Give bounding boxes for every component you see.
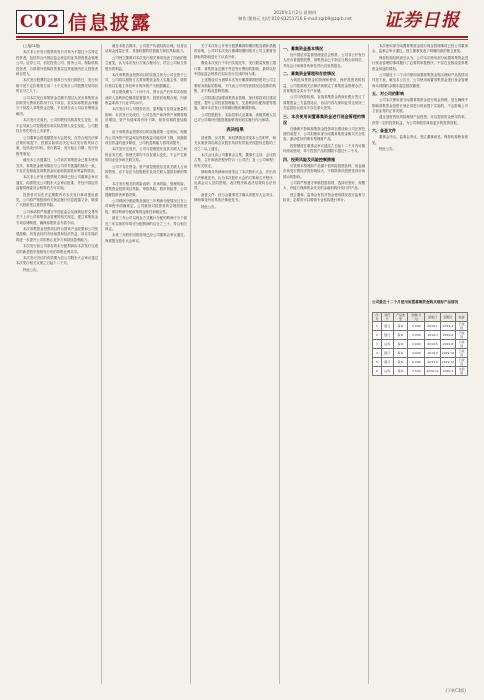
text-column-2 — [105, 44, 187, 684]
table-header-cell: 受托方 — [381, 313, 393, 322]
table-cell: 银行 — [381, 349, 393, 358]
table-header-cell: 起始日 — [425, 313, 440, 322]
subheading: 五、对公司的影响 — [372, 91, 404, 97]
paragraph: 投资额度在董事会审议通过之日起十二个月内可循环滚动使用，单个投资产品的期限不超过十二个月。 — [283, 143, 365, 154]
paragraph: 本次募集资金投资项目符合国家产业政策和公司发展战略，具有良好的市场前景和经济效益，项目实施后将进一步提升公司的核心竞争力和持续盈利能力。 — [16, 227, 98, 242]
column-divider — [368, 44, 369, 684]
paragraph: 本次发行对公司财务状况、盈利能力及现金流量的影响：本次发行完成后，公司总资产和净资产规模将相应增加，资产负债率将有所下降，财务结构将更加稳健。 — [105, 107, 187, 128]
paragraph: 尽管保本型理财产品属于低风险投资品种，但金融市场受宏观经济的影响较大，不排除该项投资受到市场波动的影响。 — [283, 163, 365, 179]
subheading: 一、募集资金基本情况 — [283, 46, 323, 51]
paragraph: 通过适度的低风险理财产品投资，可以提高资金使用效率，获得一定的投资收益，为公司和股东谋取更多的投资回报。 — [372, 115, 468, 125]
paragraph: 公司与保荐机构、存放募集资金的商业银行签订了募集资金三方监管协议，协议内容与深圳证券交易所三方监管协议范本不存在重大差异。 — [283, 95, 365, 111]
paragraph: 律师事务所律师出席见证了本次股东大会，并出具了法律意见书，认为本次股东大会的召集和召开程序、出席会议人员的资格、表决程序和表决结果均合法有效。 — [194, 170, 276, 191]
paragraph: 截至本公告披露日，公司前次募集资金已基本使用完毕，募集资金使用情况与公司对外披露的情况一致，不存在变相改变募集资金用途和损害股东利益的情况。 — [16, 158, 98, 173]
paragraph: 本次发行相关的风险说明：市场风险、管理风险、募集资金投资项目风险、审批风险、股市风险等，公司提醒投资者审慎决策。 — [105, 181, 187, 197]
masthead-date: 2020年1月2日 星期四 — [273, 10, 317, 15]
table-cell: 2019.3 — [425, 331, 440, 340]
paragraph: 本次非公开发行股票相关事项已经公司董事会审议通过，尚需提交公司股东大会审议批准，并经中国证券监督管理委员会核准后方可实施。 — [16, 175, 98, 191]
table-cell: 银行 — [381, 331, 393, 340]
table-cell: 2019.11 — [425, 367, 440, 376]
table-row — [373, 340, 468, 349]
masthead-info — [200, 10, 390, 22]
table-row — [373, 349, 468, 358]
column-divider — [101, 44, 102, 684]
table-cell: 证券 — [381, 367, 393, 376]
table-cell: 银行 — [381, 358, 393, 367]
paragraph: 特此公告。 — [201, 204, 218, 209]
paragraph: 关于本次非公开发行股票摊薄即期回报及填补措施的说明，公司对本次发行摊薄即期回报对公司主要财务指标的影响进行了认真分析。 — [194, 44, 276, 59]
table-cell: 保本 — [393, 340, 408, 349]
table-cell: 2019.4 — [440, 322, 455, 331]
paragraph: 特此公告。 — [379, 147, 396, 152]
paragraph: 独立董事、监事会有权对资金使用情况进行监督与检查，必要时可以聘请专业机构进行审计。 — [283, 192, 365, 203]
table-cell: 1 — [373, 322, 382, 331]
paragraph: 同意票、反对票、弃权票情况详见本公告附件，相关议案获得出席会议股东所持有效表决权股份总数的三分之二以上通过。 — [194, 135, 276, 151]
paragraph: 最近三年公司以现金方式累计分配的利润不少于最近三年实现的年均可分配利润的百分之三十，符合相关规定。 — [105, 216, 187, 231]
table-cell: 2019.12 — [440, 358, 455, 367]
paragraph: 由于募集资金投资项目的实施需要一定时间，短期内公司净资产收益率及每股收益可能有所下降，但随着项目效益的逐步释放，公司的盈利能力将得到提升。 — [105, 130, 187, 145]
section-title: 信息披露 — [68, 12, 153, 34]
table-cell: 已收回 — [456, 331, 468, 340]
section-code: C02 — [19, 12, 61, 32]
table-header-cell: 产品类型 — [393, 313, 408, 322]
table-cell: 已收回 — [456, 358, 468, 367]
table-header-cell: 到期日 — [440, 313, 455, 322]
table-row — [373, 322, 468, 331]
paragraph: 公司本次发行募集资金总额不超过人民币募集资金扣除发行费用后将用于以下项目，若实际募集资金净额少于拟投入募集资金总额，不足部分由公司以自筹资金解决。 — [16, 95, 98, 116]
paragraph: 假设本次发行于年内实施完毕，发行数量按照上限计算，募集资金总额不考虑发行费用的影响，最终以经中国证监会核准后实际发行完成时间为准。 — [194, 61, 276, 77]
section-heading: 表决结果 — [226, 127, 244, 133]
paragraph: 公司最近十二个月内使用闲置募集资金购买理财产品的情况详见下表，截至本公告日，公司使用闲置募集资金进行现金管理尚未到期的余额未超过授权额度。 — [372, 73, 468, 88]
text-column-3 — [194, 44, 276, 684]
table-cell: 4 — [373, 349, 382, 358]
table-cell: 已收回 — [456, 349, 468, 358]
table-header-cell: 序号 — [373, 313, 382, 322]
column-divider — [190, 44, 191, 684]
newspaper-logo: 证券日报 — [384, 10, 460, 31]
masthead-rule — [16, 36, 468, 38]
paragraph: 本次发行完成后，公司的股权结构将发生变化，但不会导致公司控股股东和实际控制人发生变化，公司股权分布仍符合上市条件。 — [16, 118, 98, 134]
subheading: 二、募集资金管理和存放情况 — [283, 71, 335, 77]
paragraph: 公司承诺将严格遵守中国证监会及深圳证券交易所关于上市公司募集资金管理的相关规定，建立募集资金专项存储制度，确保募集资金专款专用。 — [16, 209, 98, 225]
table-cell: 5 — [373, 358, 382, 367]
subheading: 六、备查文件 — [372, 128, 396, 134]
text-column-1 — [16, 44, 98, 684]
table-cell: 2019.1 — [425, 322, 440, 331]
section-code-box — [16, 10, 64, 34]
table-row — [373, 358, 468, 367]
masthead-rule-thin — [16, 39, 468, 40]
masthead — [0, 0, 484, 40]
paragraph: 本次发行决议的有效期为自公司股东大会审议通过本次发行相关议案之日起十二个月。 — [16, 256, 98, 266]
table-cell: 3 — [373, 340, 382, 349]
table-cell: 保本 — [393, 367, 408, 376]
table-cell: 3,000 — [408, 331, 425, 340]
paragraph: 项目建设期为二十四个月，预计达产后年均实现营业收入及利润总额将显著提升，投资回收期合理，内部收益率高于行业平均水平。 — [105, 90, 187, 106]
investment-table — [372, 312, 468, 376]
table-cell: 2,000 — [408, 340, 425, 349]
paragraph: 公司独立董事对本次发行相关事项发表了同意的独立意见，认为本次发行方案合理可行，符合公司和全体股东的利益。 — [105, 55, 187, 71]
table-cell: 2019.5 — [425, 340, 440, 349]
table-cell: 2 — [373, 331, 382, 340]
paragraph: 截至本报告期末，公司资产负债结构合理，经营活动现金流量正常，具备较强的偿债能力和抗风险能力。 — [105, 44, 187, 54]
table-row — [373, 367, 468, 376]
paragraph: 公司将严格遵守审慎投资原则，选择信誉好、规模大、有能力保障资金安全的金融机构所发行的产品。 — [283, 180, 365, 191]
table-cell: 证券 — [381, 340, 393, 349]
column-divider — [279, 44, 280, 684]
text-column-4 — [283, 44, 365, 684]
paragraph: 公司本次使用部分闲置募集资金进行现金管理，是在确保不影响募集资金投资计划正常进行的前提下实施的，不会影响公司主营业务的正常发展。 — [372, 98, 468, 114]
paragraph: 本次募集资金投资项目的实施主体为公司全资子公司，公司将以增资方式将募集资金投入实施主体，增资价格以实施主体经审计的净资产为依据确定。 — [105, 73, 187, 88]
table-cell: 保本 — [393, 331, 408, 340]
subheading: 三、本次使用闲置募集资金进行现金管理的情况 — [283, 113, 365, 125]
paragraph: 为规范募集资金的管理和使用，保护投资者的权益，公司依照相关法律法规制定了募集资金管理办法，对募集资金实行专户存储。 — [283, 78, 365, 94]
masthead-contact: 制作:董春元 电话:010-83251716 E-mail:zqrb9@zqrb.net — [238, 16, 352, 21]
paragraph: 上述假设仅为测算本次发行摊薄即期回报对公司主要财务指标的影响，不代表公司对经营情况及趋势的判断，亦不构成盈利预测。 — [194, 78, 276, 94]
table-cell: 2019.10 — [440, 349, 455, 358]
continued-note: (下转C3版) — [445, 688, 466, 693]
paragraph: 本次非公开发行股票的发行对象为不超过十名特定投资者，包括符合中国证监会规定的证券投资基金管理公司、证券公司、信托投资公司、财务公司、保险机构投资者、合格境外机构投资者以及其他境内法人投资者和自然人。 — [16, 50, 98, 77]
paragraph: 经中国证券监督管理委员会核准，公司非公开发行人民币普通股股票，募集资金已于指定日期全部到位，并经会计师事务所审验并出具验资报告。 — [283, 53, 365, 68]
table-cell: 2019.9 — [425, 358, 440, 367]
paragraph: 董事会决议、监事会决议、独立董事意见、保荐机构核查意见。 — [372, 135, 468, 145]
table-cell: 2019.7 — [425, 349, 440, 358]
paragraph: (上接C1版) — [23, 44, 41, 48]
table-cell: 保本 — [393, 322, 408, 331]
table-cell: 未到期 — [456, 367, 468, 376]
paragraph: 在确保不影响募集资金投资项目建设和公司正常经营的前提下，公司拟使用部分闲置募集资金购买安全性高、流动性好的保本型理财产品。 — [283, 126, 365, 142]
paragraph: 本次发行股票的定价基准日为发行期首日，发行价格不低于定价基准日前二十个交易日公司股票交易均价的百分之九十。 — [16, 78, 98, 94]
paragraph: 本次使用部分闲置募集资金进行现金管理事项已经公司董事会、监事会审议通过，独立董事发表了明确同意的独立意见。 — [372, 44, 468, 54]
paragraph: 本次发行前公司滚存的未分配利润由本次发行完成后的新老股东按照发行后的持股比例共享。 — [16, 244, 98, 254]
table-row — [373, 331, 468, 340]
table-header-cell: 金额(万元) — [408, 313, 425, 322]
paragraph: 保荐机构经核查后认为，公司本次使用部分闲置募集资金进行现金管理的事项履行了必要的审批程序，不存在变相改变募集资金用途的情形。 — [372, 55, 468, 71]
paragraph: 公司控股股东、实际控制人及董事、高级管理人员已对公司填补回报措施能够得到切实履行作出承诺。 — [194, 112, 276, 123]
table-cell: 3,500 — [408, 367, 425, 376]
table-cell: 2019.6 — [440, 331, 455, 340]
paragraph: 本次发行完成后，公司与控股股东及其关联人之间的业务关系、管理关系均不存在重大变化，不会产生新的同业竞争和关联交易。 — [105, 147, 187, 163]
table-cell: 银行 — [381, 322, 393, 331]
paragraph: 投资者可以在法定期限内对本次发行事项提出意见，公司将严格按照有关规定履行信息披露义务，敬请广大投资者注意投资风险。 — [16, 192, 98, 208]
text-column-5 — [372, 44, 468, 294]
table-cell: 5,000 — [408, 322, 425, 331]
table-header-cell: 收益 — [456, 313, 468, 322]
table-cell: 2019.8 — [440, 340, 455, 349]
paragraph: 公司董事会将根据股东大会授权，在符合相关法律法规的前提下，按照实际情况决定本次发行的具体方案，包括发行时机、发行数量、发行起止日期、发行价格等事宜。 — [16, 135, 98, 156]
paragraph: 特此公告。 — [23, 267, 40, 272]
paragraph: 公司利润分配政策及最近三年利润分配情况已在公司章程中明确规定，公司重视对投资者的合理投资回报，保持利润分配政策的连续性和稳定性。 — [105, 198, 187, 214]
paragraph: 未来三年股东回报规划已经公司董事会审议通过，尚需提交股东大会审议。 — [105, 233, 187, 243]
table-cell: 保本 — [393, 349, 408, 358]
paragraph: 公司不存在资金、资产被控股股东及其关联人占用的情形，亦不存在为控股股东及其关联人提供担保的情形。 — [105, 164, 187, 180]
paragraph: 备查文件：经与会董事签字确认的股东大会决议；律师事务所出具的法律意见书。 — [194, 192, 276, 203]
paragraph: 本次会议由公司董事会召集，董事长主持，会议的召集、召开和表决程序符合《公司法》及《公司章程》的有关规定。 — [194, 152, 276, 168]
paragraph: 公司拟通过加强募集资金管理、加快募投项目建设进度、提升公司经营管理能力、完善利润分配制度等措施，填补本次发行对即期回报的摊薄影响。 — [194, 95, 276, 111]
table-caption: 公司最近十二个月使用闲置募集资金购买理财产品情况 — [372, 300, 459, 304]
subheading: 四、投资风险及风险控制措施 — [283, 156, 335, 162]
table-cell: 6 — [373, 367, 382, 376]
table-cell: 2020.2 — [440, 367, 455, 376]
table-cell: 已收回 — [456, 322, 468, 331]
table-cell: 已收回 — [456, 340, 468, 349]
table-cell: 6,000 — [408, 358, 425, 367]
table-header-row — [373, 313, 468, 322]
table-cell: 保本 — [393, 358, 408, 367]
table-cell: 4,000 — [408, 349, 425, 358]
